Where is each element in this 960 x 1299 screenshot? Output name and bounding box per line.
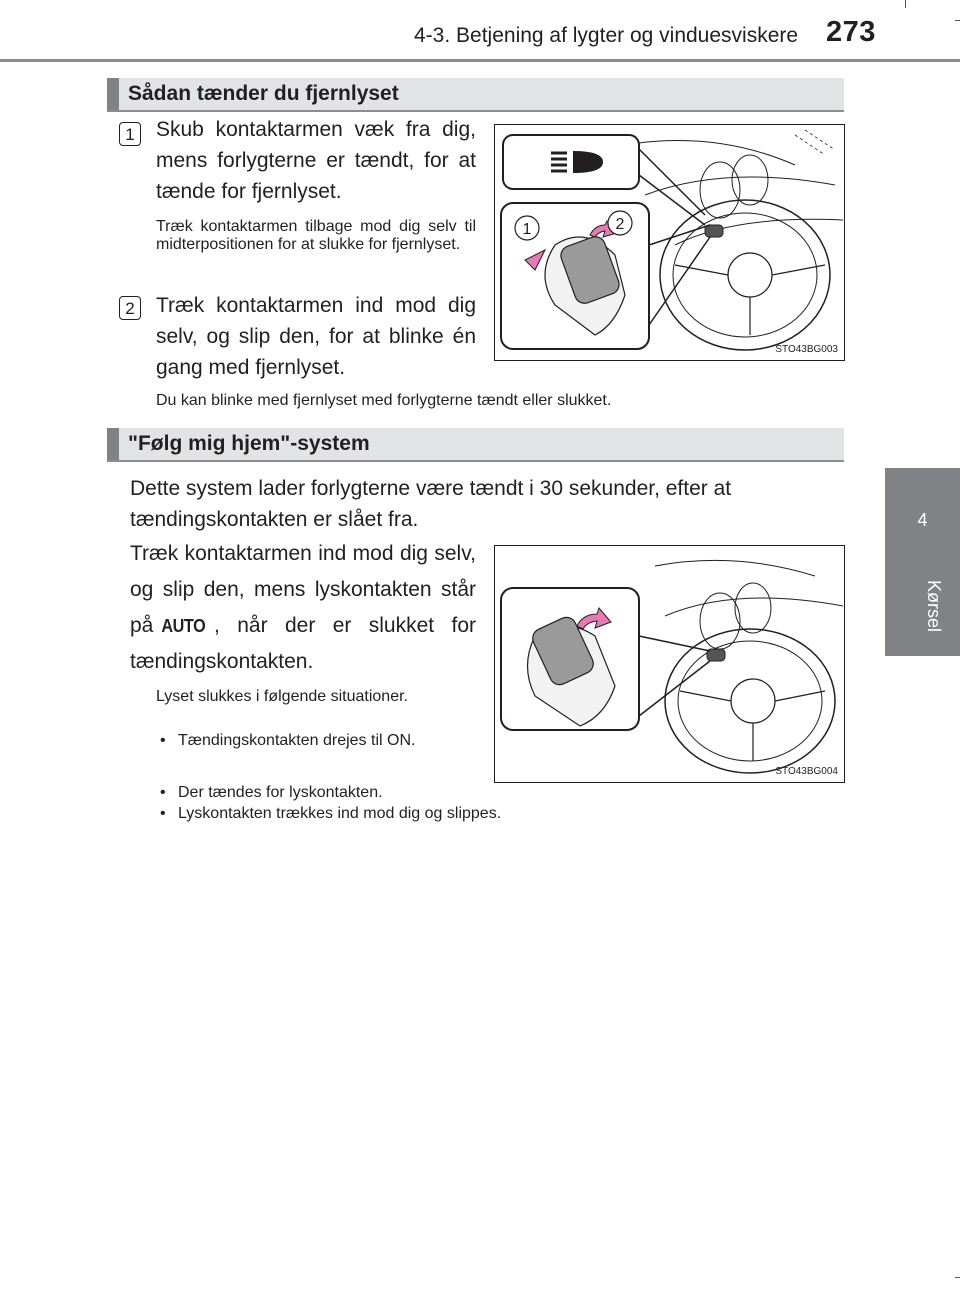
figure-code: STO43BG003	[775, 344, 838, 355]
header-rule	[0, 59, 960, 62]
figure-high-beam	[494, 124, 845, 361]
step1-text: Skub kontaktarmen væk fra dig, mens forlygterne er tændt, for at tænde for fjernlyset.	[156, 118, 476, 203]
high-beam-illustration	[495, 125, 843, 359]
step-badge-1: 1	[119, 122, 141, 146]
section-heading-follow-me-home	[107, 428, 844, 462]
section2-intro: Dette system lader forlygterne være tændt i 30 sekunder, efter at tændingskontakten er slået fra.	[130, 477, 732, 531]
bullet-item: • Tændingskontakten drejes til ON.	[160, 732, 476, 750]
page-number: 273	[826, 16, 876, 48]
section-heading-text: "Følg mig hjem"-system	[128, 432, 370, 455]
chapter-label: Kørsel	[924, 580, 944, 633]
heading-accent-bar	[107, 428, 119, 460]
instruction-text-a: Træk kontaktarmen ind mod dig selv, og slip den, mens lyskontakten står på	[130, 542, 476, 637]
crop-mark	[955, 20, 960, 21]
running-header: 4-3. Betjening af lygter og vinduesviskere	[414, 24, 799, 47]
section-heading-high-beam	[107, 78, 844, 112]
bullet-text: Lyskontakten trækkes ind mod dig og slippes.	[178, 805, 502, 822]
step1-note: Træk kontaktarmen tilbage mod dig selv til midterpositionen for at slukke for fjernlyset.	[156, 218, 476, 253]
bullet-text: Tændingskontakten drejes til ON.	[178, 732, 416, 749]
auto-switch-symbol: AUTO	[161, 616, 206, 636]
figure-label-2: 2	[615, 216, 625, 233]
section-heading-text: Sådan tænder du fjernlyset	[128, 82, 399, 105]
follow-me-home-illustration	[495, 546, 843, 781]
instruction-text-b: , når der er slukket for tændingskontakten.	[130, 614, 476, 673]
heading-accent-bar	[107, 78, 119, 110]
step-badge-2: 2	[119, 296, 141, 320]
crop-mark	[955, 1277, 960, 1278]
figure-label-1: 1	[522, 221, 532, 238]
figure-code: STO43BG004	[775, 766, 838, 777]
section1-note: Du kan blinke med fjernlyset med forlygterne tændt eller slukket.	[156, 392, 612, 409]
figure-follow-me-home	[494, 545, 845, 783]
bullet-item: • Der tændes for lyskontakten.	[160, 784, 800, 802]
section2-note: Lyset slukkes i følgende situationer.	[156, 688, 408, 705]
chapter-number: 4	[917, 510, 928, 530]
step2-text: Træk kontaktarmen ind mod dig selv, og slip den, for at blinke én gang med fjernlyset.	[156, 294, 476, 379]
bullet-item: • Lyskontakten trækkes ind mod dig og slippes.	[160, 805, 800, 823]
crop-mark	[905, 0, 906, 8]
bullet-text: Der tændes for lyskontakten.	[178, 784, 383, 801]
section2-instruction	[130, 536, 476, 680]
